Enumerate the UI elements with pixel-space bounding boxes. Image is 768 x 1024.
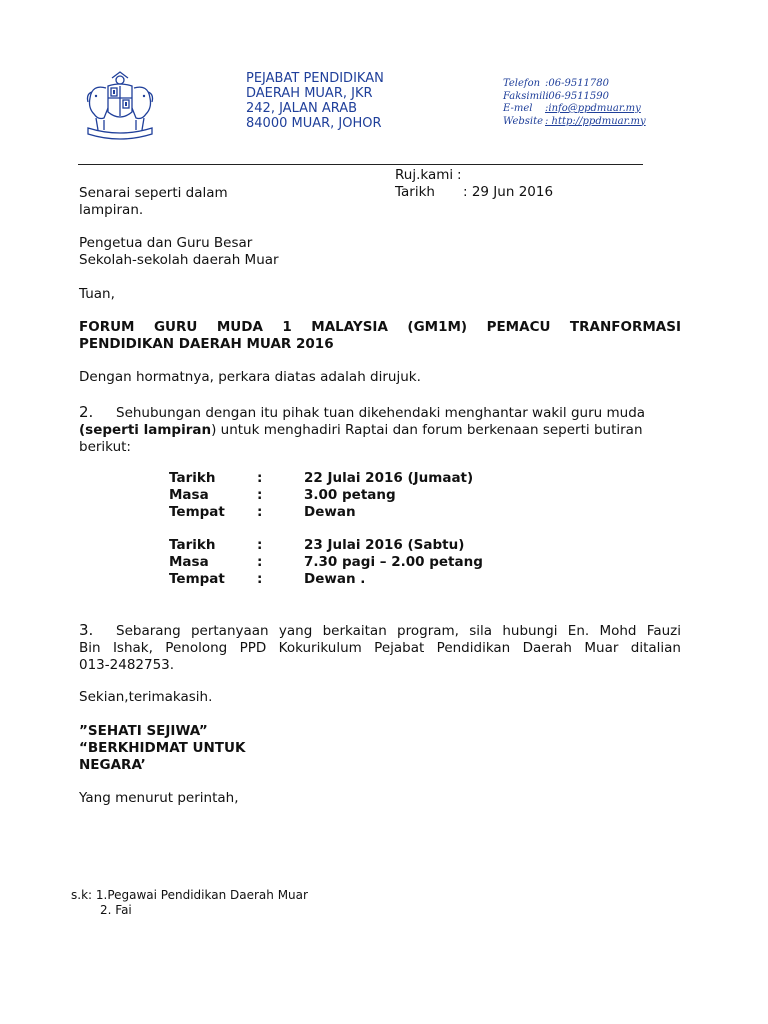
paragraph-3-number: 3. [79, 621, 94, 639]
reference-block [395, 167, 553, 201]
tarikh-value: : 29 Jun 2016 [463, 184, 554, 200]
sign-off: Yang menurut perintah, [79, 790, 239, 806]
closing: Sekian,terimakasih. [79, 689, 213, 705]
subject-line2: PENDIDIKAN DAERAH MUAR 2016 [79, 336, 334, 352]
email-link[interactable]: :info@ppdmuar.my [545, 103, 641, 114]
paragraph-3-line1: Sebarang pertanyaan yang berkaitan program, sila hubungi En. Mohd Fauzi [116, 623, 681, 639]
office-address [246, 71, 384, 131]
crest-icon [78, 68, 162, 148]
tarikh-label: Tarikh [395, 184, 435, 200]
ruj-kami-label: Ruj.kami [395, 167, 454, 183]
intro-paragraph: Dengan hormatnya, perkara diatas adalah dirujuk. [79, 369, 421, 385]
email-label: E-mel [503, 103, 533, 114]
telefon-label: Telefon [503, 78, 541, 89]
subject [79, 319, 681, 353]
schedule-1-tempat-value: Dewan [304, 504, 356, 520]
paragraph-2-line3: berikut: [79, 439, 131, 455]
schedule-2 [169, 537, 483, 588]
faksimili-label: Faksimili [503, 90, 549, 102]
copy-to-line1: s.k: 1.Pegawai Pendidikan Daerah Muar [71, 888, 308, 902]
website-link[interactable]: : http://ppdmuar.my [545, 115, 646, 127]
telefon-value: :06-9511780 [545, 78, 610, 89]
paragraph-3 [79, 622, 681, 674]
coat-of-arms-crest [78, 68, 162, 148]
motto-line1: ”SEHATI SEJIWA” [79, 723, 208, 739]
schedule-1-tempat-label: Tempat [169, 504, 225, 520]
schedule-2-masa-label: Masa [169, 554, 209, 570]
salutation: Tuan, [79, 286, 115, 302]
office-address-line4: 84000 MUAR, JOHOR [246, 116, 382, 131]
office-name-part1: PEJABAT [246, 71, 300, 86]
paragraph-2 [79, 404, 681, 456]
paragraph-3-line2: Bin Ishak, Penolong PPD Kokurikulum Pejabat Pendidikan Daerah Muar ditalian [79, 640, 681, 656]
schedule-1-tempat-sep: : [257, 504, 263, 520]
schedule-2-tempat-value: Dewan . [304, 571, 366, 587]
recipient-block [79, 185, 228, 219]
office-address-line3: 242, JALAN ARAB [246, 101, 358, 116]
paragraph-2-line2: ) untuk menghadiri Raptai dan forum berkenaan seperti butiran [211, 422, 643, 438]
website-label: Website [503, 115, 544, 127]
schedule-2-masa-sep: : [257, 554, 263, 570]
schedule-1-masa-value: 3.00 petang [304, 487, 396, 503]
faksimili-value: :06-9511590 [545, 90, 610, 102]
motto-line2: “BERKHIDMAT UNTUK [79, 740, 246, 756]
schedule-2-tarikh-label: Tarikh [169, 537, 216, 553]
paragraph-3-line3: 013-2482753. [79, 657, 175, 673]
schedule-1-masa-sep: : [257, 487, 263, 503]
schedule-1-tarikh-value: 22 Julai 2016 (Jumaat) [304, 470, 474, 486]
recipient-line1: Senarai seperti dalam [79, 185, 228, 201]
schedule-2-tempat-label: Tempat [169, 571, 225, 587]
schedule-2-tarikh-value: 23 Julai 2016 (Sabtu) [304, 537, 465, 553]
ruj-kami-value: : [457, 167, 462, 183]
addressee-line2: Sekolah-sekolah daerah Muar [79, 252, 279, 268]
schedule-2-masa-value: 7.30 pagi – 2.00 petang [304, 554, 483, 570]
schedule-1-tarikh-sep: : [257, 470, 263, 486]
paragraph-2-line1: Sehubungan dengan itu pihak tuan dikehendaki menghantar wakil guru muda [116, 405, 646, 421]
paragraph-2-bold: (seperti lampiran [79, 422, 212, 438]
schedule-1-masa-label: Masa [169, 487, 209, 503]
recipient-line2: lampiran. [79, 202, 144, 218]
motto [79, 723, 245, 774]
motto-line3: NEGARA’ [79, 757, 146, 773]
schedule-1-tarikh-label: Tarikh [169, 470, 216, 486]
paragraph-2-number: 2. [79, 403, 94, 421]
addressee-line1: Pengetua dan Guru Besar [79, 235, 253, 251]
office-name-part2: PENDIDIKAN [303, 71, 384, 86]
schedule-2-tarikh-sep: : [257, 537, 263, 553]
copy-to-line2: 2. Fai [100, 903, 132, 917]
copy-to-block [71, 888, 308, 918]
contact-details [503, 78, 646, 128]
schedule-1 [169, 470, 473, 521]
letterhead-divider [78, 164, 643, 165]
office-address-line2: DAERAH MUAR, JKR [246, 86, 373, 101]
addressee-block [79, 235, 279, 269]
subject-line1: FORUM GURU MUDA 1 MALAYSIA (GM1M) PEMACU TRANFORMASI [79, 319, 681, 335]
schedule-2-tempat-sep: : [257, 571, 263, 587]
